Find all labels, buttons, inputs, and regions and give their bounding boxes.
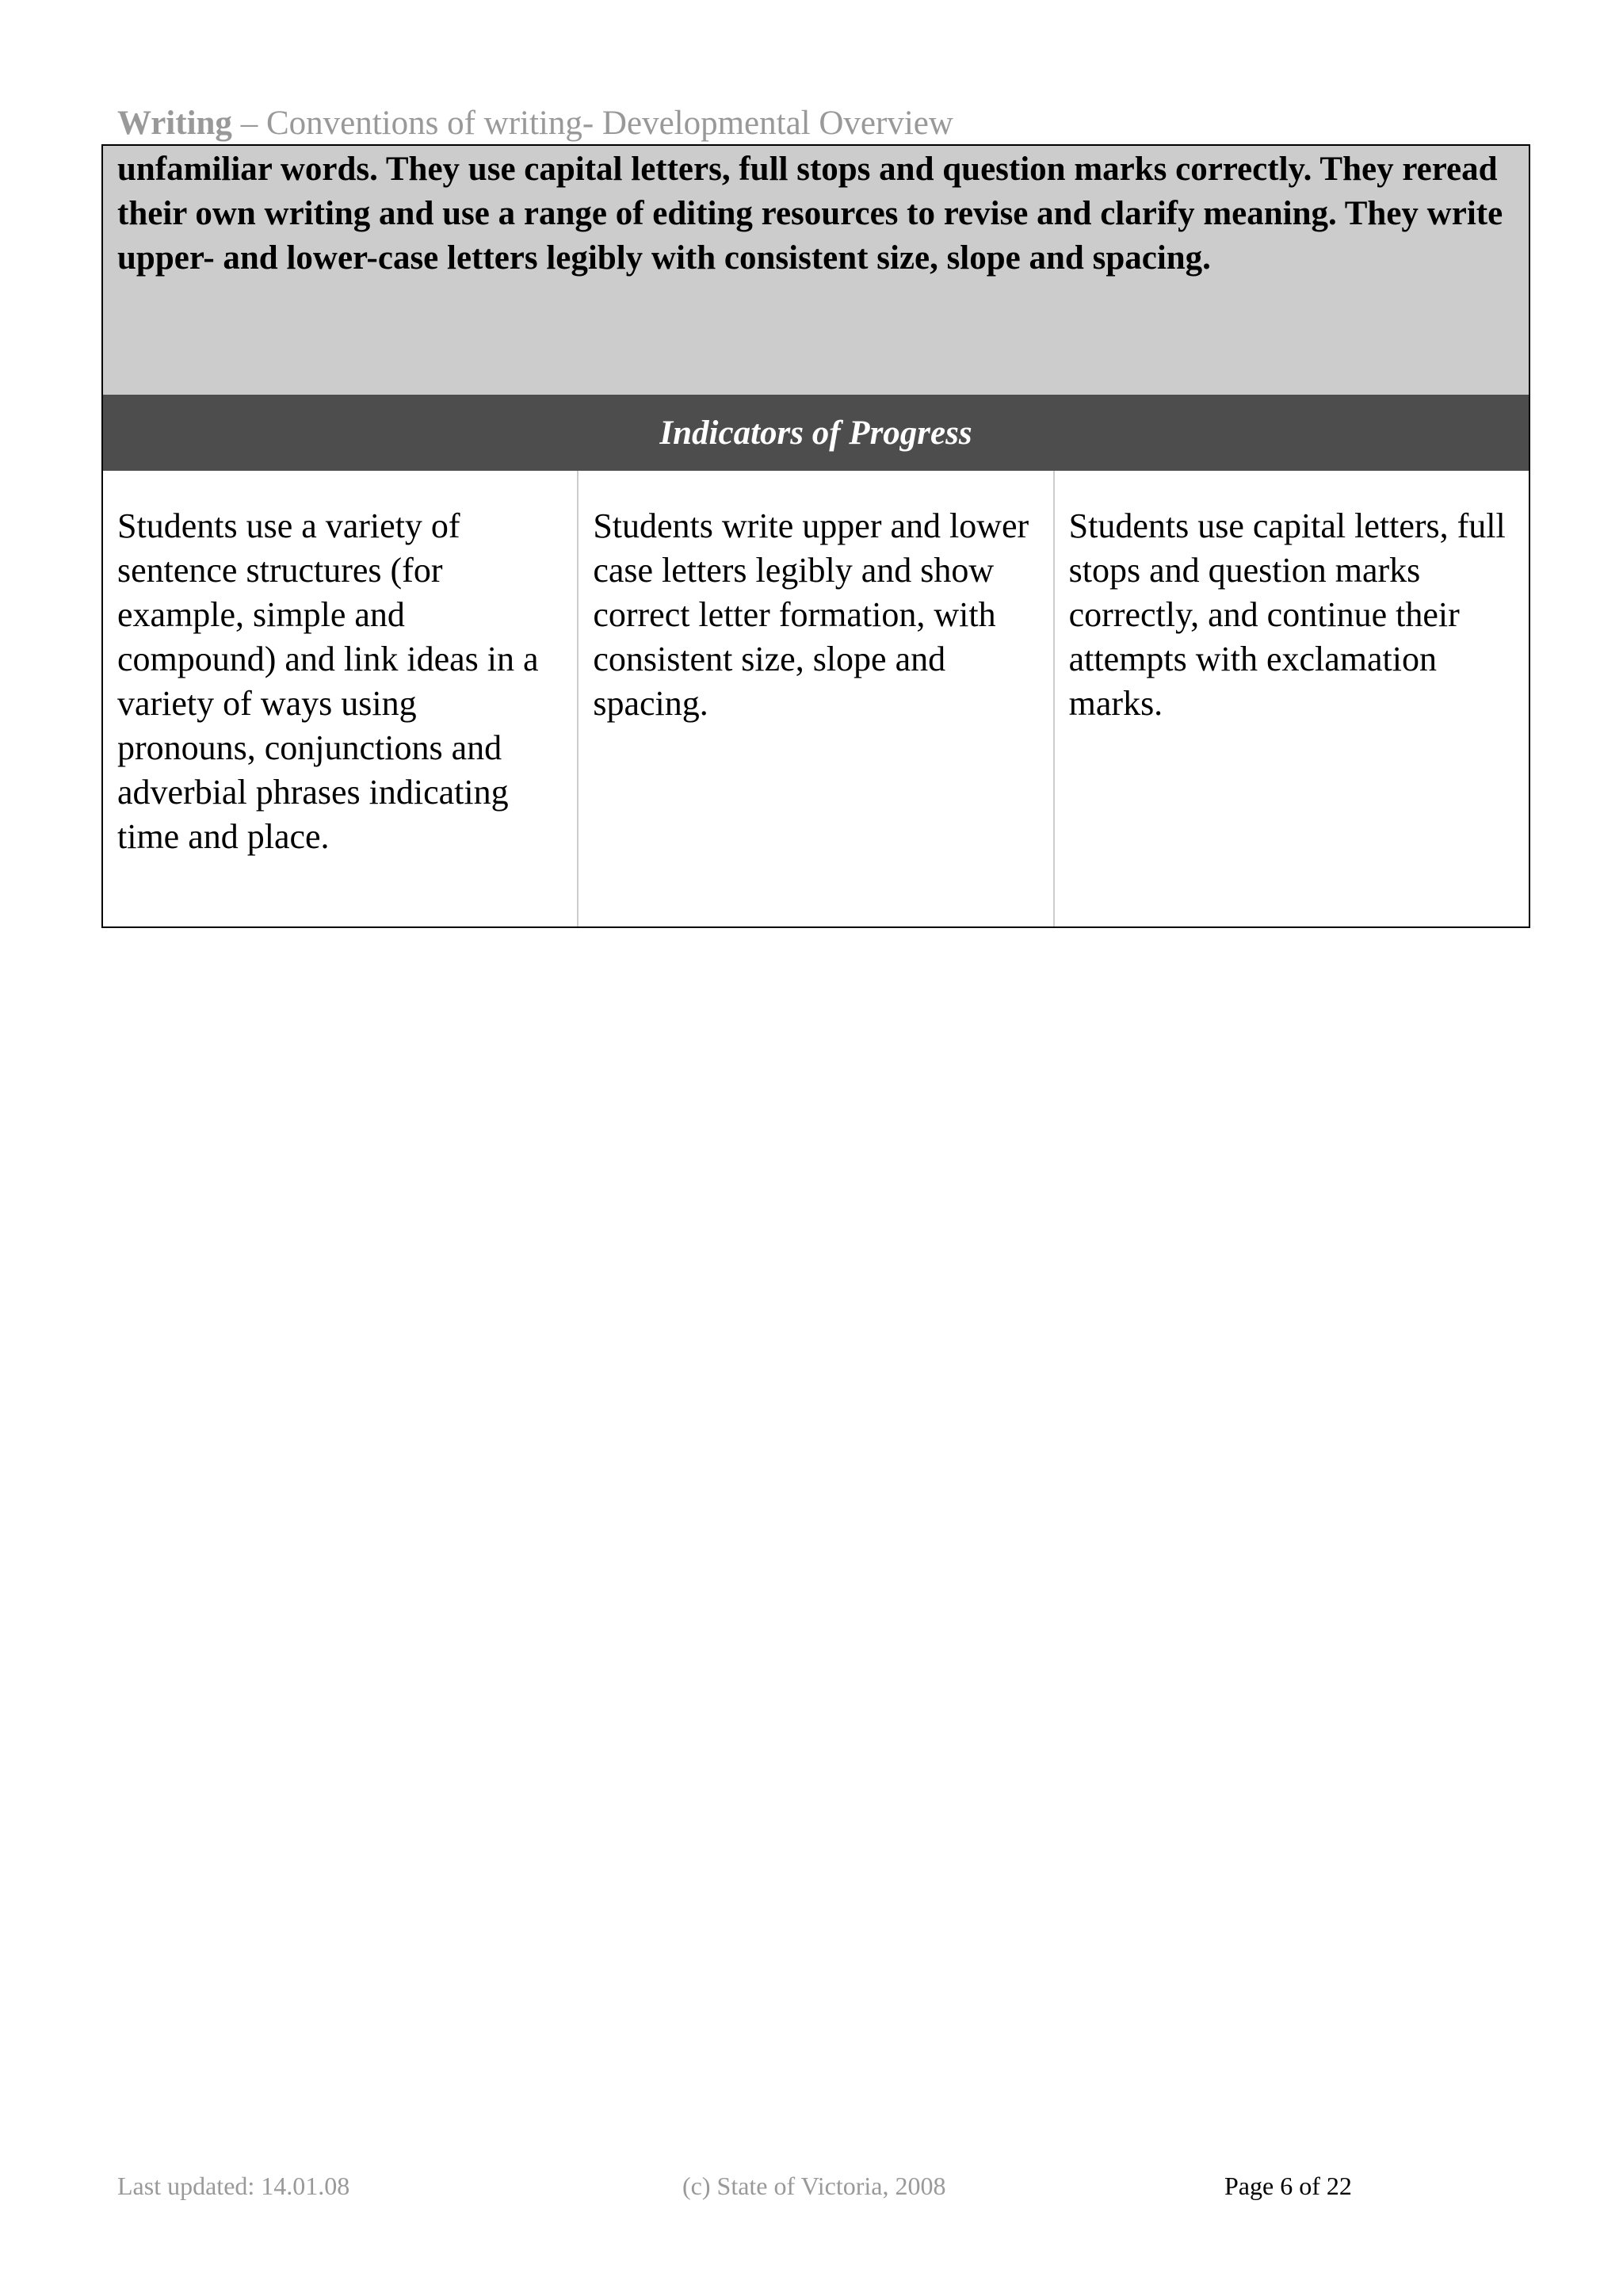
page-header [117,100,953,147]
indicators-columns [103,471,1529,926]
indicator-cell-2: Students write upper and lower case letters legibly and show correct letter formation, with consistent size, slope and spacing. [577,471,1052,926]
footer-last-updated: Last updated: 14.01.08 [117,2172,350,2200]
header-title: – Conventions of writing- Developmental Overview [231,105,953,142]
indicators-heading: Indicators of Progress [103,395,1529,471]
footer-page-number: Page 6 of 22 [1224,2172,1352,2200]
indicator-cell-1: Students use a variety of sentence structures (for example, simple and compound) and link ideas in a variety of ways using pronouns, conjunctions and adverbial phrases indicating time and place. [117,506,539,856]
developmental-overview-table [101,144,1530,928]
header-strand: Writing [117,105,232,142]
indicator-cell-3: Students use capital letters, full stops and question marks correctly, and continue their attempts with exclamation marks. [1053,471,1529,926]
achievement-summary: unfamiliar words. They use capital letters, full stops and question marks correctly. They reread their own writing and use a range of editing resources to revise and clarify meaning. They write upper- and lower-case letters legibly with consistent size, slope and spacing. [103,146,1529,395]
footer-copyright: (c) State of Victoria, 2008 [682,2172,946,2200]
